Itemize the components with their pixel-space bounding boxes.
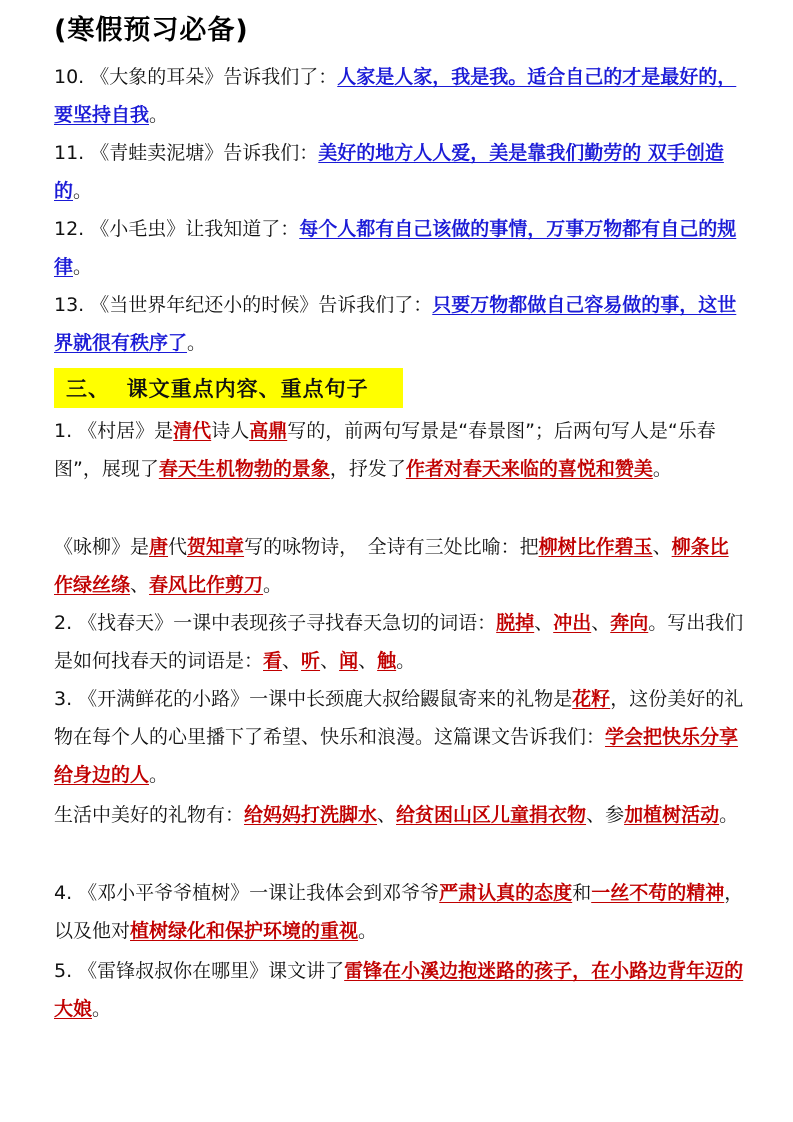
text: 写的咏物诗， 全诗有三处比喻：把 (244, 536, 539, 558)
separator: 、 (591, 612, 611, 634)
keyword: 一丝不苟的精神 (591, 882, 725, 904)
keyword: 奔向 (610, 612, 649, 634)
keyword: 雷锋在小溪边抱迷路的孩子，在小路边背年迈的大娘 (54, 960, 744, 1020)
item-11-suffix: 。 (73, 180, 93, 202)
keyword: 春风比作剪刀 (149, 574, 264, 596)
text: 。 (263, 574, 283, 596)
text: 。 (149, 764, 169, 786)
keyword: 柳条比作绿丝绦 (54, 536, 729, 596)
item-10-answer: 人家是人家，我是我。适合自己的才是最好的，要坚持自我 (54, 66, 737, 126)
keyword: 贺知章 (187, 536, 245, 558)
text: 。 (92, 998, 112, 1020)
item-13 (54, 286, 744, 362)
section-3-heading-text: 三、 课文重点内容、重点句子 (66, 377, 369, 401)
paragraph-cunju (54, 412, 744, 488)
item-10 (54, 58, 744, 134)
item-11 (54, 134, 744, 210)
keyword: 柳树比作碧玉 (538, 536, 653, 558)
keyword: 唐 (149, 536, 169, 558)
item-13-answer: 只要万物都做自己容易做的事，这世界就很有秩序了 (54, 294, 737, 354)
keyword: 花籽 (572, 688, 611, 710)
item-12-suffix: 。 (73, 256, 93, 278)
keyword: 学会把快乐分享给身边的人 (54, 726, 739, 786)
keyword: 严肃认真的态度 (439, 882, 573, 904)
text: ，以及他对 (54, 882, 744, 942)
text: 3. 《开满鲜花的小路》一课中长颈鹿大叔给鼹鼠寄来的礼物是 (54, 688, 573, 710)
text: ，这份美好的礼物在每个人的心里播下了希望、快乐和浪漫。这篇课文告诉我们： (54, 688, 744, 748)
text: 1. 《村居》是 (54, 420, 174, 442)
paragraph-gifts (54, 796, 744, 834)
separator: 、 (534, 612, 554, 634)
page-title: (寒假预习必备) (54, 15, 249, 46)
keyword: 高鼎 (249, 420, 288, 442)
section-3-heading (54, 368, 403, 408)
item-13-prefix: 13. 《当世界年纪还小的时候》告诉我们了： (54, 294, 433, 316)
separator: 、 (282, 650, 302, 672)
text: 。 (652, 458, 672, 480)
item-10-prefix: 10. 《大象的耳朵》告诉我们了： (54, 66, 338, 88)
keyword: 触 (377, 650, 397, 672)
item-13-suffix: 。 (187, 332, 207, 354)
keyword: 听 (301, 650, 321, 672)
separator: 、 (320, 650, 340, 672)
text: 、 (130, 574, 150, 596)
text: 。 (396, 650, 416, 672)
text: 4. 《邓小平爷爷植树》一课让我体会到邓爷爷 (54, 882, 440, 904)
text: 2. 《找春天》一课中表现孩子寻找春天急切的词语： (54, 612, 497, 634)
item-11-answer: 美好的地方人人爱，美是靠我们勤劳的 双手创造的 (54, 142, 724, 202)
keyword: 春天生机物勃的景象 (158, 458, 330, 480)
paragraph-zhaochuntian (54, 604, 744, 680)
keyword: 加植树活动 (624, 804, 720, 826)
text: 和 (572, 882, 592, 904)
keyword: 闻 (339, 650, 359, 672)
paragraph-dengxiaoping (54, 874, 744, 950)
separator: 、 (358, 650, 378, 672)
text: 。 (358, 920, 378, 942)
text: 。写出我们是如何找春天的词语是： (54, 612, 744, 672)
paragraph-yongliu (54, 528, 744, 604)
keyword: 给贫困山区儿童捐衣物 (396, 804, 587, 826)
text: 诗人 (211, 420, 250, 442)
item-10-suffix: 。 (149, 104, 169, 126)
paragraph-kaimanxianhua (54, 680, 744, 794)
item-11-prefix: 11. 《青蛙卖泥塘》告诉我们： (54, 142, 319, 164)
keyword: 植树绿化和保护环境的重视 (130, 920, 359, 942)
text: 、 (652, 536, 672, 558)
text: 5. 《雷锋叔叔你在哪里》课文讲了 (54, 960, 345, 982)
separator: 、 (377, 804, 397, 826)
keyword: 作者对春天来临的喜悦和赞美 (405, 458, 653, 480)
text: ，抒发了 (329, 458, 406, 480)
text: 《咏柳》是 (54, 536, 150, 558)
text: 代 (168, 536, 188, 558)
item-12-answer: 每个人都有自己该做的事情，万事万物都有自己的规律 (54, 218, 737, 278)
item-12-prefix: 12. 《小毛虫》让我知道了： (54, 218, 300, 240)
text: 生活中美好的礼物有： (54, 804, 245, 826)
keyword: 清代 (173, 420, 212, 442)
keyword: 给妈妈打洗脚水 (244, 804, 378, 826)
text: 、参 (586, 804, 625, 826)
keyword: 看 (263, 650, 283, 672)
paragraph-leifeng (54, 952, 744, 1028)
text: 写的，前两句写景是“春景图”；后两句写人是“乐春图”，展现了 (54, 420, 716, 480)
keyword: 脱掉 (496, 612, 535, 634)
item-12 (54, 210, 744, 286)
keyword: 冲出 (553, 612, 592, 634)
text: 。 (719, 804, 739, 826)
